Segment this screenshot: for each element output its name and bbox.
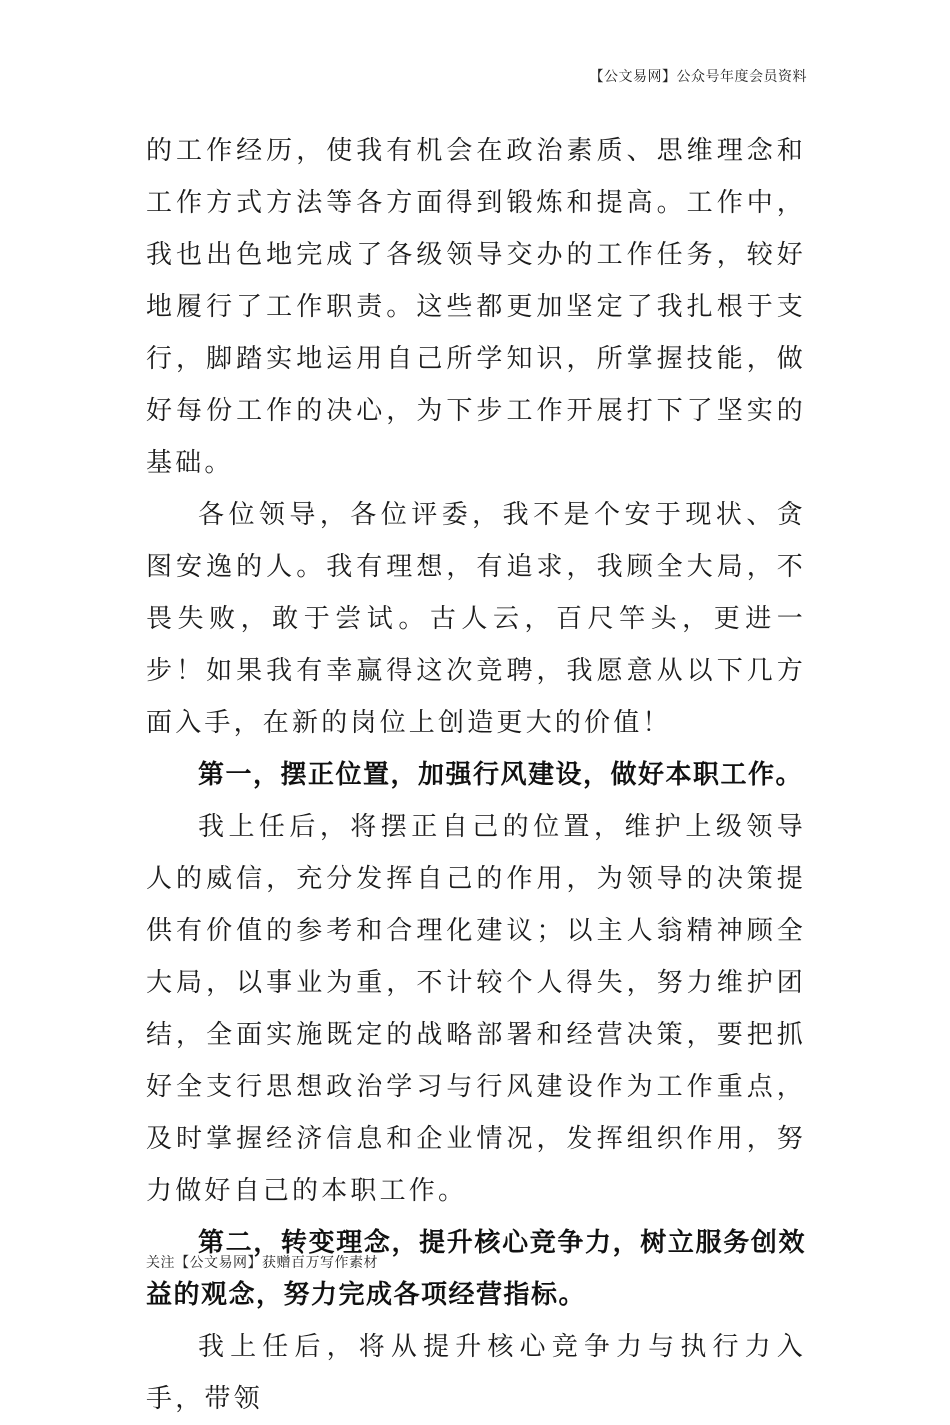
paragraph-2: 各位领导，各位评委，我不是个安于现状、贪图安逸的人。我有理想，有追求，我顾全大局，不畏失败，敢于尝试。古人云，百尺竿头，更进一步！如果我有幸赢得这次竞聘，我愿意从以下几方面入手，在新的岗位上创造更大的价值！ bbox=[146, 500, 806, 738]
footer-note: 关注【公文易网】获赠百万写作素材 bbox=[146, 1255, 378, 1271]
paragraph-4: 我上任后，将从提升核心竞争力与执行力入手，带领 bbox=[146, 1332, 806, 1414]
document-body bbox=[146, 125, 806, 1425]
section-heading-1: 第一，摆正位置，加强行风建设，做好本职工作。 bbox=[198, 760, 804, 790]
header-note: 【公文易网】公众号年度会员资料 bbox=[589, 69, 807, 85]
paragraph-1: 的工作经历，使我有机会在政治素质、思维理念和工作方式方法等各方面得到锻炼和提高。工作中，我也出色地完成了各级领导交办的工作任务，较好地履行了工作职责。这些都更加坚定了我扎根于支行，脚踏实地运用自己所学知识，所掌握技能，做好每份工作的决心，为下步工作开展打下了坚实的基础。 bbox=[146, 136, 806, 478]
paragraph-3: 我上任后，将摆正自己的位置，维护上级领导人的威信，充分发挥自己的作用，为领导的决策提供有价值的参考和合理化建议；以主人翁精神顾全大局，以事业为重，不计较个人得失，努力维护团结，全面实施既定的战略部署和经营决策，要把抓好全支行思想政治学习与行风建设作为工作重点，及时掌握经济信息和企业情况，发挥组织作用，努力做好自己的本职工作。 bbox=[146, 812, 806, 1206]
section-heading-2: 第二，转变理念，提升核心竞争力，树立服务创效益的观念，努力完成各项经营指标。 bbox=[146, 1228, 806, 1310]
